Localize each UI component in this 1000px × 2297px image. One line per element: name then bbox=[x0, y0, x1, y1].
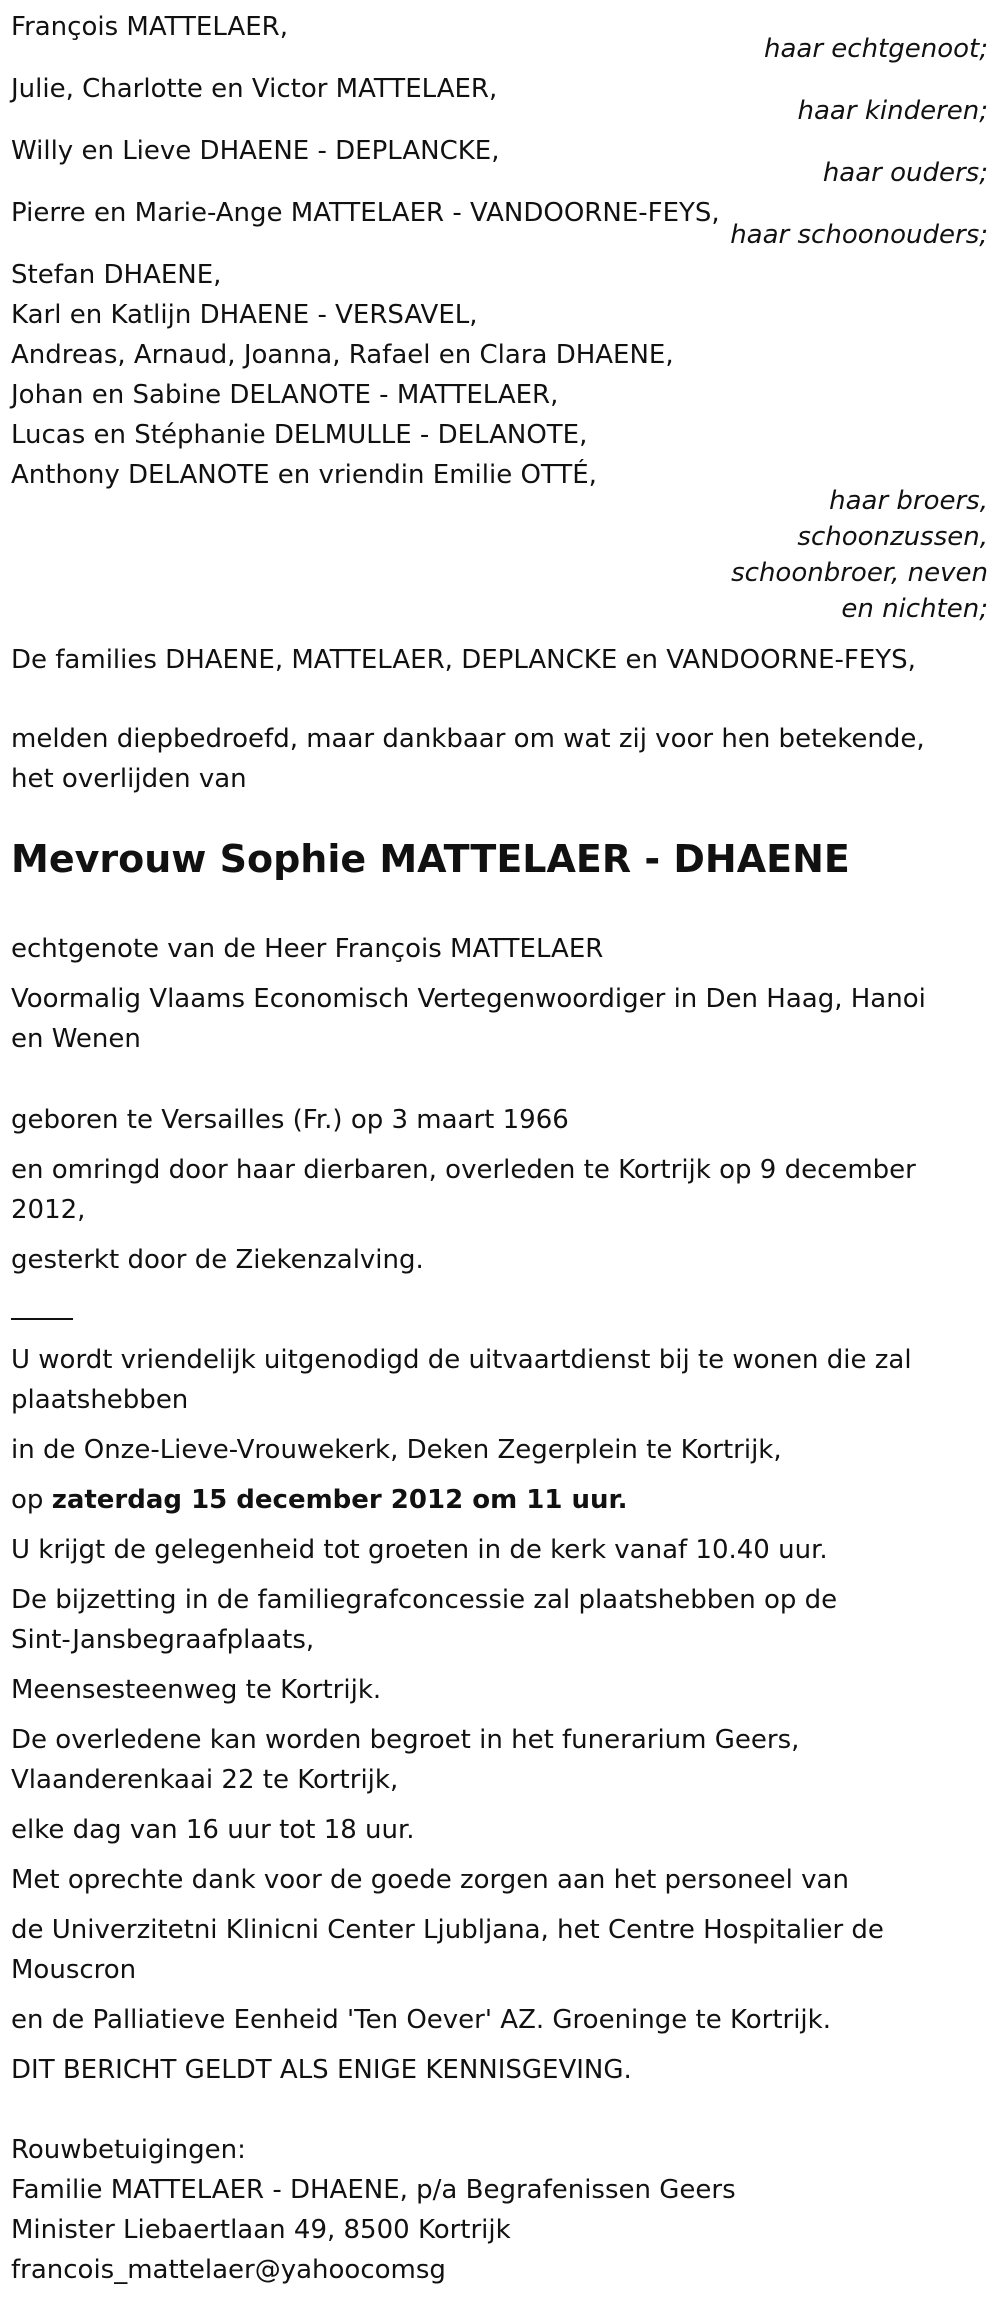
burial-line-2: Sint-Jansbegraafplaats, bbox=[11, 1625, 315, 1655]
thanks-line-1: Met oprechte dank voor de goede zorgen aan het personeel van bbox=[11, 1865, 849, 1895]
viewing-line-2: Vlaanderenkaai 22 te Kortrijk, bbox=[11, 1765, 399, 1795]
children-names: Julie, Charlotte en Victor MATTELAER, bbox=[11, 74, 498, 104]
sibling-line: Andreas, Arnaud, Joanna, Rafael en Clara DHAENE, bbox=[11, 340, 674, 370]
siblings-role-line: schoonzussen, bbox=[797, 522, 988, 552]
siblings-role-line: haar broers, bbox=[829, 486, 988, 516]
deceased-name: Mevrouw Sophie MATTELAER - DHAENE bbox=[11, 837, 850, 881]
invite-line-1: U wordt vriendelijk uitgenodigd de uitvaartdienst bij te wonen die zal bbox=[11, 1345, 912, 1375]
in-laws-names: Pierre en Marie-Ange MATTELAER - VANDOORNE-FEYS, bbox=[11, 198, 720, 228]
sacrament-line: gesterkt door de Ziekenzalving. bbox=[11, 1245, 424, 1275]
service-date: zaterdag 15 december 2012 om 11 uur. bbox=[51, 1485, 628, 1515]
spouse-name: François MATTELAER, bbox=[11, 12, 288, 42]
notice-line: DIT BERICHT GELDT ALS ENIGE KENNISGEVING. bbox=[11, 2055, 632, 2085]
section-divider bbox=[11, 1318, 73, 1320]
siblings-role-line: schoonbroer, neven bbox=[731, 558, 988, 588]
greeting-line: U krijgt de gelegenheid tot groeten in de kerk vanaf 10.40 uur. bbox=[11, 1535, 828, 1565]
burial-line-1: De bijzetting in de familiegrafconcessie zal plaatshebben op de bbox=[11, 1585, 838, 1615]
position-line-2: en Wenen bbox=[11, 1024, 141, 1054]
sibling-line: Lucas en Stéphanie DELMULLE - DELANOTE, bbox=[11, 420, 588, 450]
viewing-line-1: De overledene kan worden begroet in het funerarium Geers, bbox=[11, 1725, 800, 1755]
announcement-line-1: melden diepbedroefd, maar dankbaar om wat zij voor hen betekende, bbox=[11, 724, 925, 754]
sibling-line: Stefan DHAENE, bbox=[11, 260, 222, 290]
position-line-1: Voormalig Vlaams Economisch Vertegenwoordiger in Den Haag, Hanoi bbox=[11, 984, 926, 1014]
thanks-line-4: en de Palliatieve Eenheid 'Ten Oever' AZ. Groeninge te Kortrijk. bbox=[11, 2005, 831, 2035]
sibling-line: Anthony DELANOTE en vriendin Emilie OTTÉ, bbox=[11, 460, 597, 490]
families-line: De families DHAENE, MATTELAER, DEPLANCKE en VANDOORNE-FEYS, bbox=[11, 645, 916, 675]
condolences-heading: Rouwbetuigingen: bbox=[11, 2135, 246, 2165]
in-laws-role: haar schoonouders; bbox=[730, 220, 988, 250]
died-line-1: en omringd door haar dierbaren, overleden te Kortrijk op 9 december bbox=[11, 1155, 916, 1185]
invite-line-2: plaatshebben bbox=[11, 1385, 189, 1415]
condolences-addressee: Familie MATTELAER - DHAENE, p/a Begrafenissen Geers bbox=[11, 2175, 736, 2205]
parents-names: Willy en Lieve DHAENE - DEPLANCKE, bbox=[11, 136, 500, 166]
sibling-line: Karl en Katlijn DHAENE - VERSAVEL, bbox=[11, 300, 478, 330]
burial-line-3: Meensesteenweg te Kortrijk. bbox=[11, 1675, 382, 1705]
spouse-role: haar echtgenoot; bbox=[763, 34, 988, 64]
thanks-line-3: Mouscron bbox=[11, 1955, 137, 1985]
sibling-line: Johan en Sabine DELANOTE - MATTELAER, bbox=[11, 380, 559, 410]
date-line bbox=[11, 1483, 627, 1517]
thanks-line-2: de Univerzitetni Klinicni Center Ljubljana, het Centre Hospitalier de bbox=[11, 1915, 884, 1945]
siblings-role-line: en nichten; bbox=[841, 594, 988, 624]
children-role: haar kinderen; bbox=[797, 96, 988, 126]
condolences-email: francois_mattelaer@yahoocomsg bbox=[11, 2255, 446, 2285]
born-line: geboren te Versailles (Fr.) op 3 maart 1966 bbox=[11, 1105, 569, 1135]
spouse-of-line: echtgenote van de Heer François MATTELAER bbox=[11, 934, 604, 964]
date-prefix: op bbox=[11, 1485, 52, 1515]
announcement-line-2: het overlijden van bbox=[11, 764, 247, 794]
parents-role: haar ouders; bbox=[822, 158, 988, 188]
viewing-line-3: elke dag van 16 uur tot 18 uur. bbox=[11, 1815, 415, 1845]
church-line: in de Onze-Lieve-Vrouwekerk, Deken Zegerplein te Kortrijk, bbox=[11, 1435, 782, 1465]
condolences-address: Minister Liebaertlaan 49, 8500 Kortrijk bbox=[11, 2215, 511, 2245]
died-line-2: 2012, bbox=[11, 1195, 86, 1225]
